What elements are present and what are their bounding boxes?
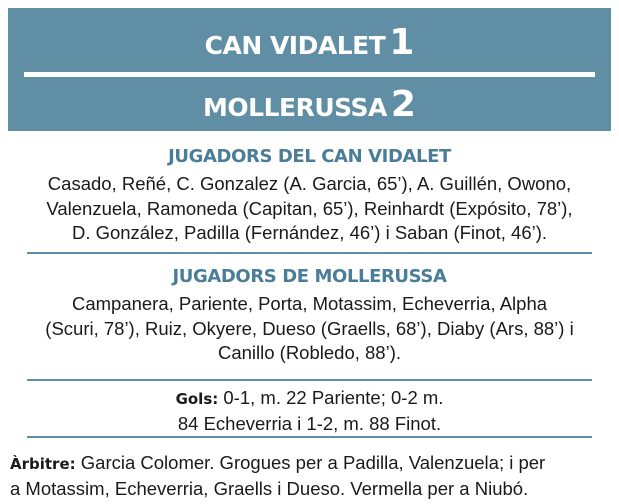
home-team-score: 1 (389, 22, 415, 63)
referee-line-2: a Motassim, Echeverria, Graells i Dueso. Vermella per a Niubó. (10, 477, 529, 499)
away-players-line: (Scuri, 78’), Ruiz, Okyere, Dueso (Graells, 68’), Diaby (Ars, 88’) i (45, 317, 574, 339)
away-players-line: Campanera, Pariente, Porta, Motassim, Echeverria, Alpha (71, 293, 548, 314)
away-players-list (0, 292, 619, 366)
goals-line-2: 84 Echeverria i 1-2, m. 88 Finot. (177, 412, 442, 434)
goals-block (0, 386, 619, 436)
home-team-name: CAN VIDALET (204, 31, 386, 60)
home-players-title: JUGADORS DEL CAN VIDALET (168, 146, 451, 167)
goals-line-1 (0, 386, 619, 412)
goals-text: 0-1, m. 22 Pariente; 0-2 m. (218, 387, 444, 408)
referee-text: Garcia Colomer. Grogues per a Padilla, Valenzuela; i per (75, 452, 546, 473)
away-players-title: JUGADORS DE MOLLERUSSA (172, 266, 447, 287)
section-divider (27, 252, 592, 254)
referee-line-1 (10, 451, 610, 477)
away-team-name: MOLLERUSSA (203, 93, 387, 122)
away-team-row (8, 84, 611, 125)
referee-label: Àrbitre: (10, 455, 76, 473)
score-divider (24, 72, 595, 77)
home-players-line: Casado, Reñé, C. Gonzalez (A. Garcia, 65’), A. Guillén, Owono, (47, 173, 572, 194)
goals-label: Gols: (175, 390, 219, 408)
home-players-list (0, 172, 619, 246)
referee-block (10, 451, 610, 501)
section-divider (27, 379, 592, 381)
away-players-line: Canillo (Robledo, 88’). (217, 342, 402, 363)
section-divider (27, 436, 592, 438)
away-team-score: 2 (390, 84, 416, 125)
home-players-line: D. González, Padilla (Fernández, 46’) i Saban (Finot, 46’). (71, 222, 548, 243)
scoreboard-header (8, 8, 611, 131)
home-team-row (8, 22, 611, 63)
home-players-line: Valenzuela, Ramoneda (Capitan, 65’), Reinhardt (Expósito, 78’), (46, 197, 573, 219)
